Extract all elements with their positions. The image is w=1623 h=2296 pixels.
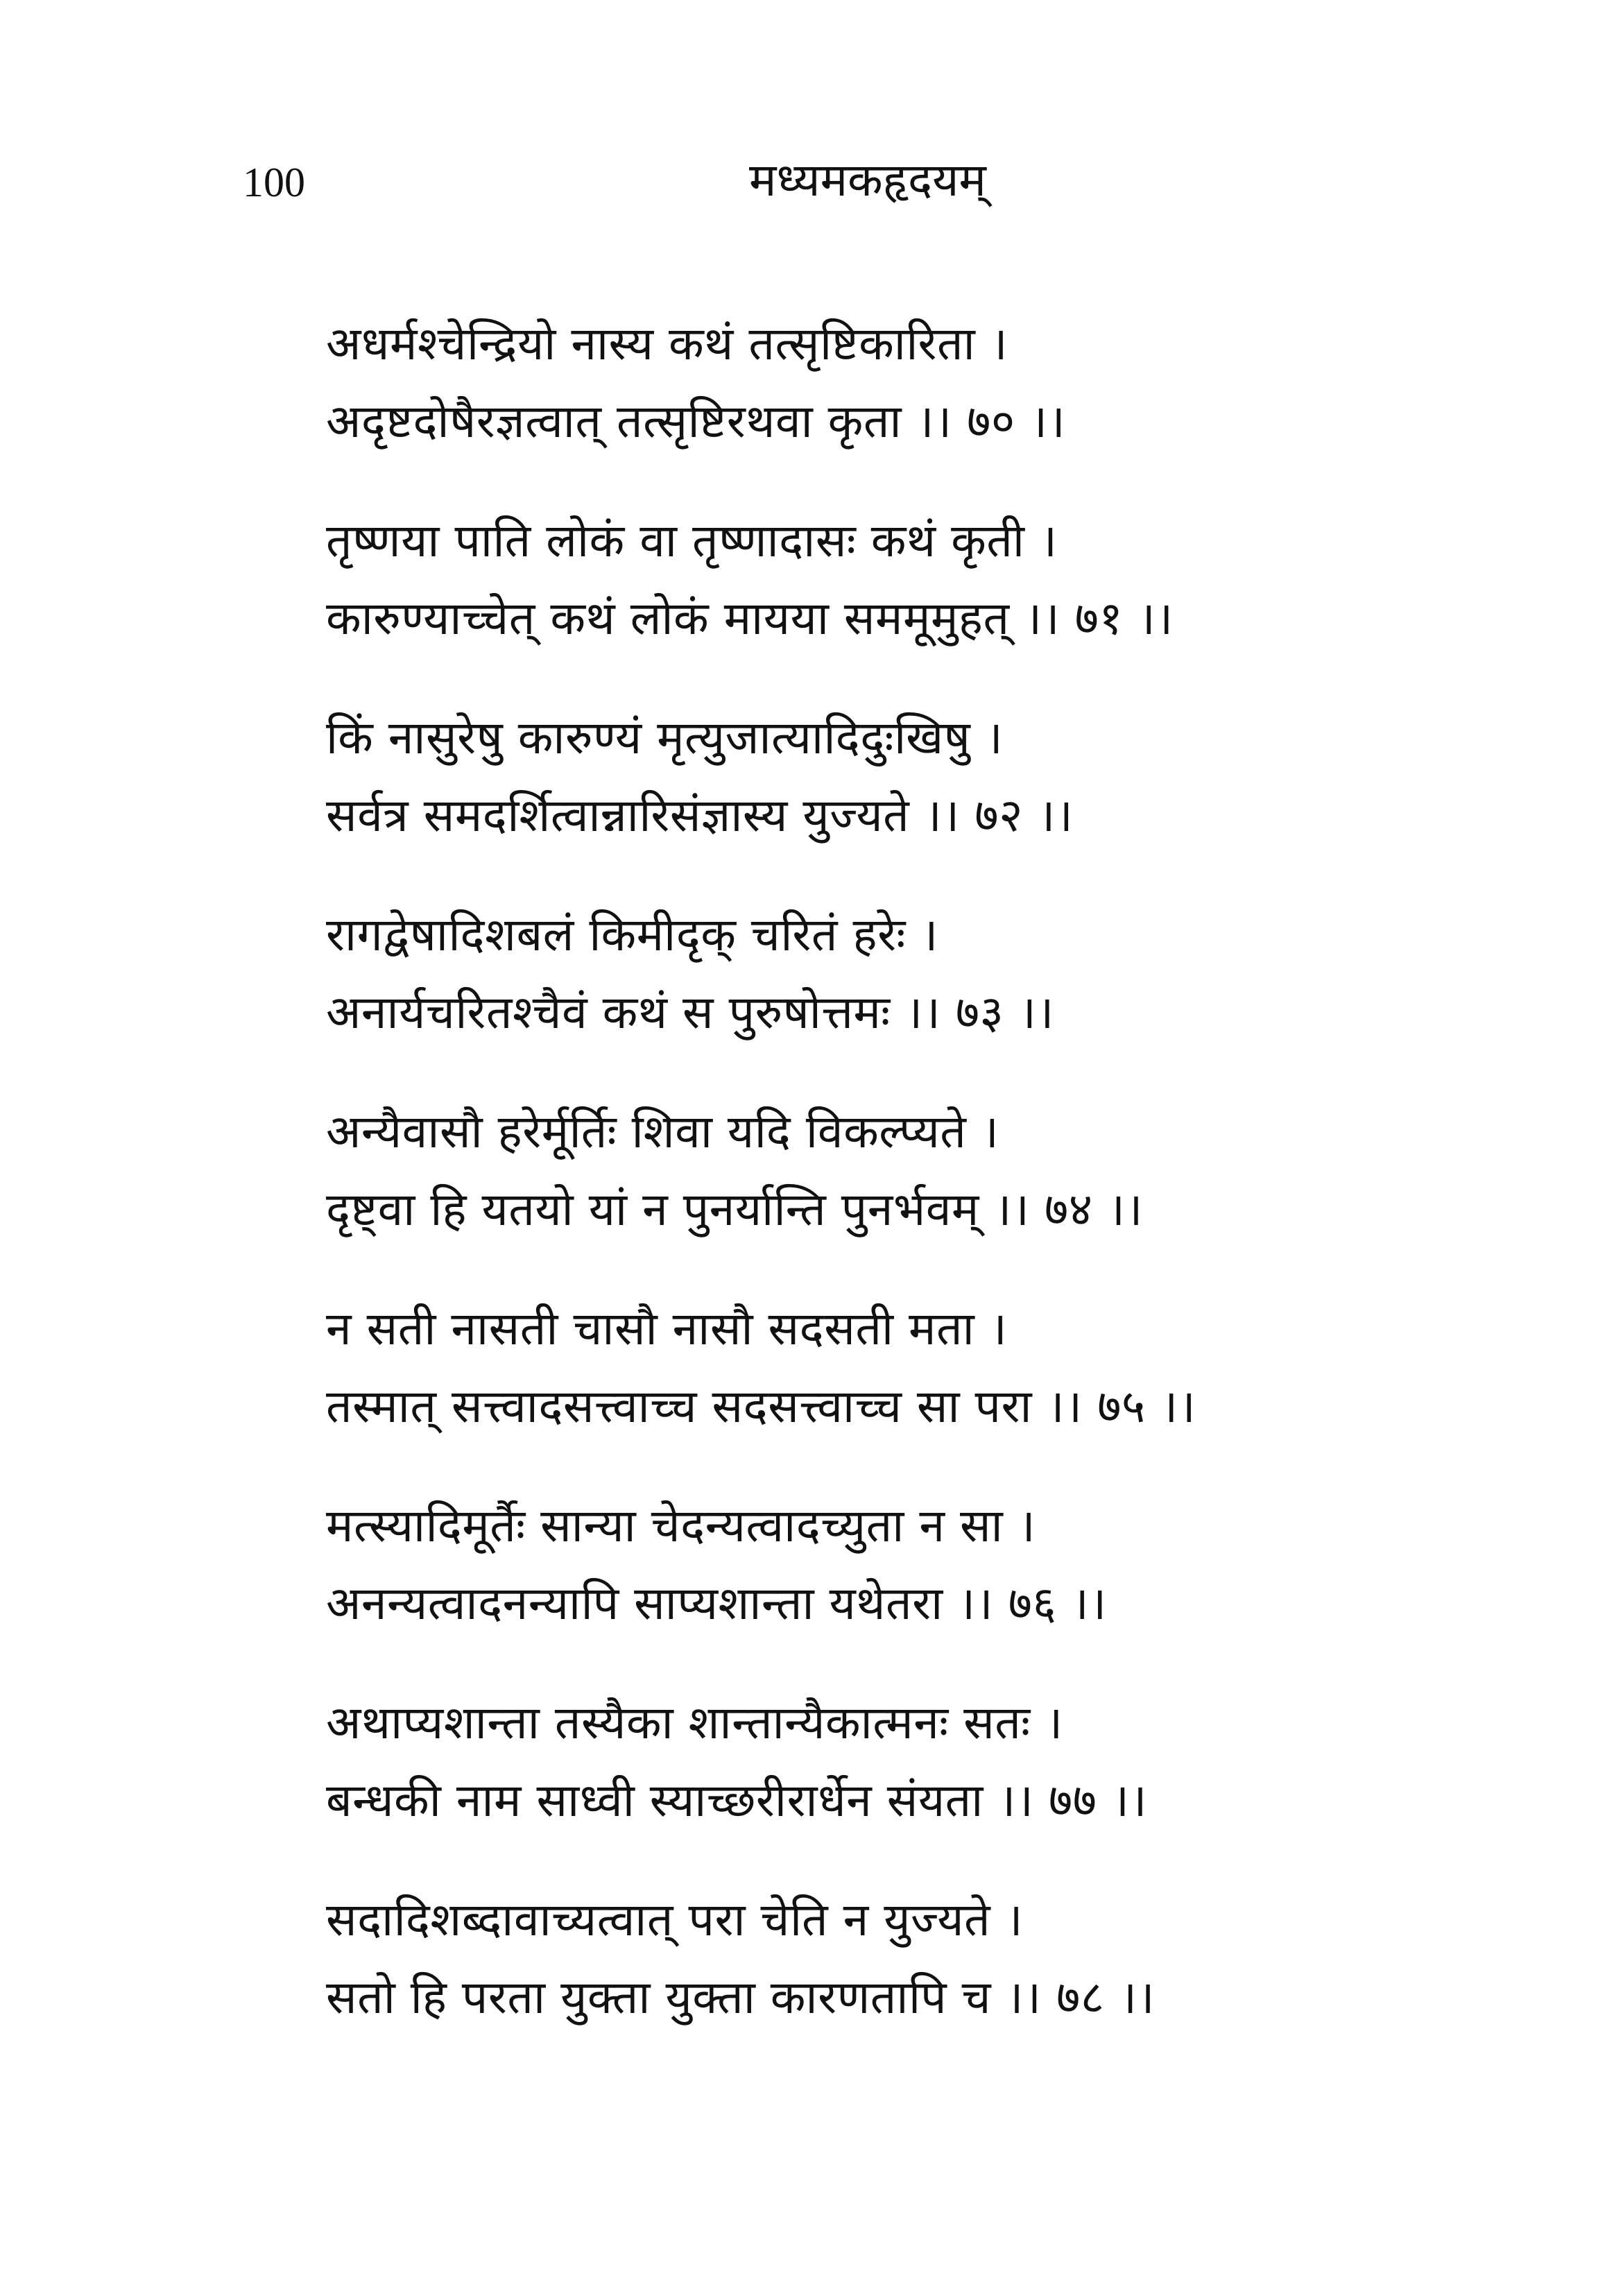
verse-line: तृष्णया पाति लोकं वा तृष्णादासः कथं कृती ।	[326, 514, 1058, 567]
verse-76	[326, 1487, 1588, 1643]
verse-line: सर्वत्र समदर्शित्वान्नारिसंज्ञास्य युज्यते ।। ७२ ।।	[326, 789, 1074, 842]
verse-line: मत्स्यादिमूर्तैः सान्या चेदन्यत्वादच्युता न सा ।	[326, 1499, 1036, 1552]
verse-line: न सती नासती चासौ नासौ सदसती मता ।	[326, 1302, 1008, 1355]
verse-line: किं नासुरेषु कारुण्यं मृत्युजात्यादिदुःखिषु ।	[326, 711, 1004, 764]
verse-line: अन्यैवासौ हरेर्मूर्तिः शिवा यदि विकल्प्यते ।	[326, 1105, 999, 1158]
verse-line: कारुण्याच्चेत् कथं लोकं मायया सममूमुहत् ।। ७१ ।।	[326, 592, 1174, 645]
verse-78	[326, 1881, 1588, 2037]
verse-list	[326, 305, 1588, 2078]
verse-line: सतो हि परता युक्ता युक्ता कारणतापि च ।। ७८ ।।	[326, 1971, 1156, 2024]
verse-70	[326, 305, 1588, 461]
verse-line: दृष्ट्वा हि यतयो यां न पुनर्यान्ति पुनर्भवम् ।। ७४ ।।	[326, 1183, 1144, 1236]
verse-line: अधर्मश्चेन्द्रियो नास्य कथं तत्सृष्टिकारिता ।	[326, 317, 1008, 370]
verse-line: अनार्यचरितश्चैवं कथं स पुरुषोत्तमः ।। ७३ ।।	[326, 986, 1054, 1039]
verse-75	[326, 1290, 1588, 1446]
verse-line: बन्धकी नाम साध्वी स्याच्छरीरार्धेन संयता ।। ७७ ।।	[326, 1774, 1148, 1827]
verse-line: तस्मात् सत्त्वादसत्त्वाच्च सदसत्त्वाच्च सा परा ।। ७५ ।।	[326, 1380, 1196, 1433]
page-number: 100	[243, 160, 305, 205]
verse-74	[326, 1093, 1588, 1249]
running-title: मध्यमकहृदयम्	[749, 153, 986, 207]
verse-line: अथाप्यशान्ता तस्यैका शान्तान्यैकात्मनः सतः ।	[326, 1696, 1063, 1749]
verse-77	[326, 1684, 1588, 1840]
verse-71	[326, 502, 1588, 658]
verse-73	[326, 896, 1588, 1052]
verse-line: सदादिशब्दावाच्यत्वात् परा चेति न युज्यते ।	[326, 1893, 1024, 1946]
verse-line: अनन्यत्वादनन्यापि साप्यशान्ता यथेतरा ।। ७६ ।।	[326, 1577, 1107, 1630]
verse-72	[326, 699, 1588, 855]
verse-line: रागद्वेषादिशबलं किमीदृक् चरितं हरेः ।	[326, 908, 938, 961]
verse-line: अदृष्टदोषैरज्ञत्वात् तत्सृष्टिरथवा कृता ।। ७० ।।	[326, 395, 1066, 448]
